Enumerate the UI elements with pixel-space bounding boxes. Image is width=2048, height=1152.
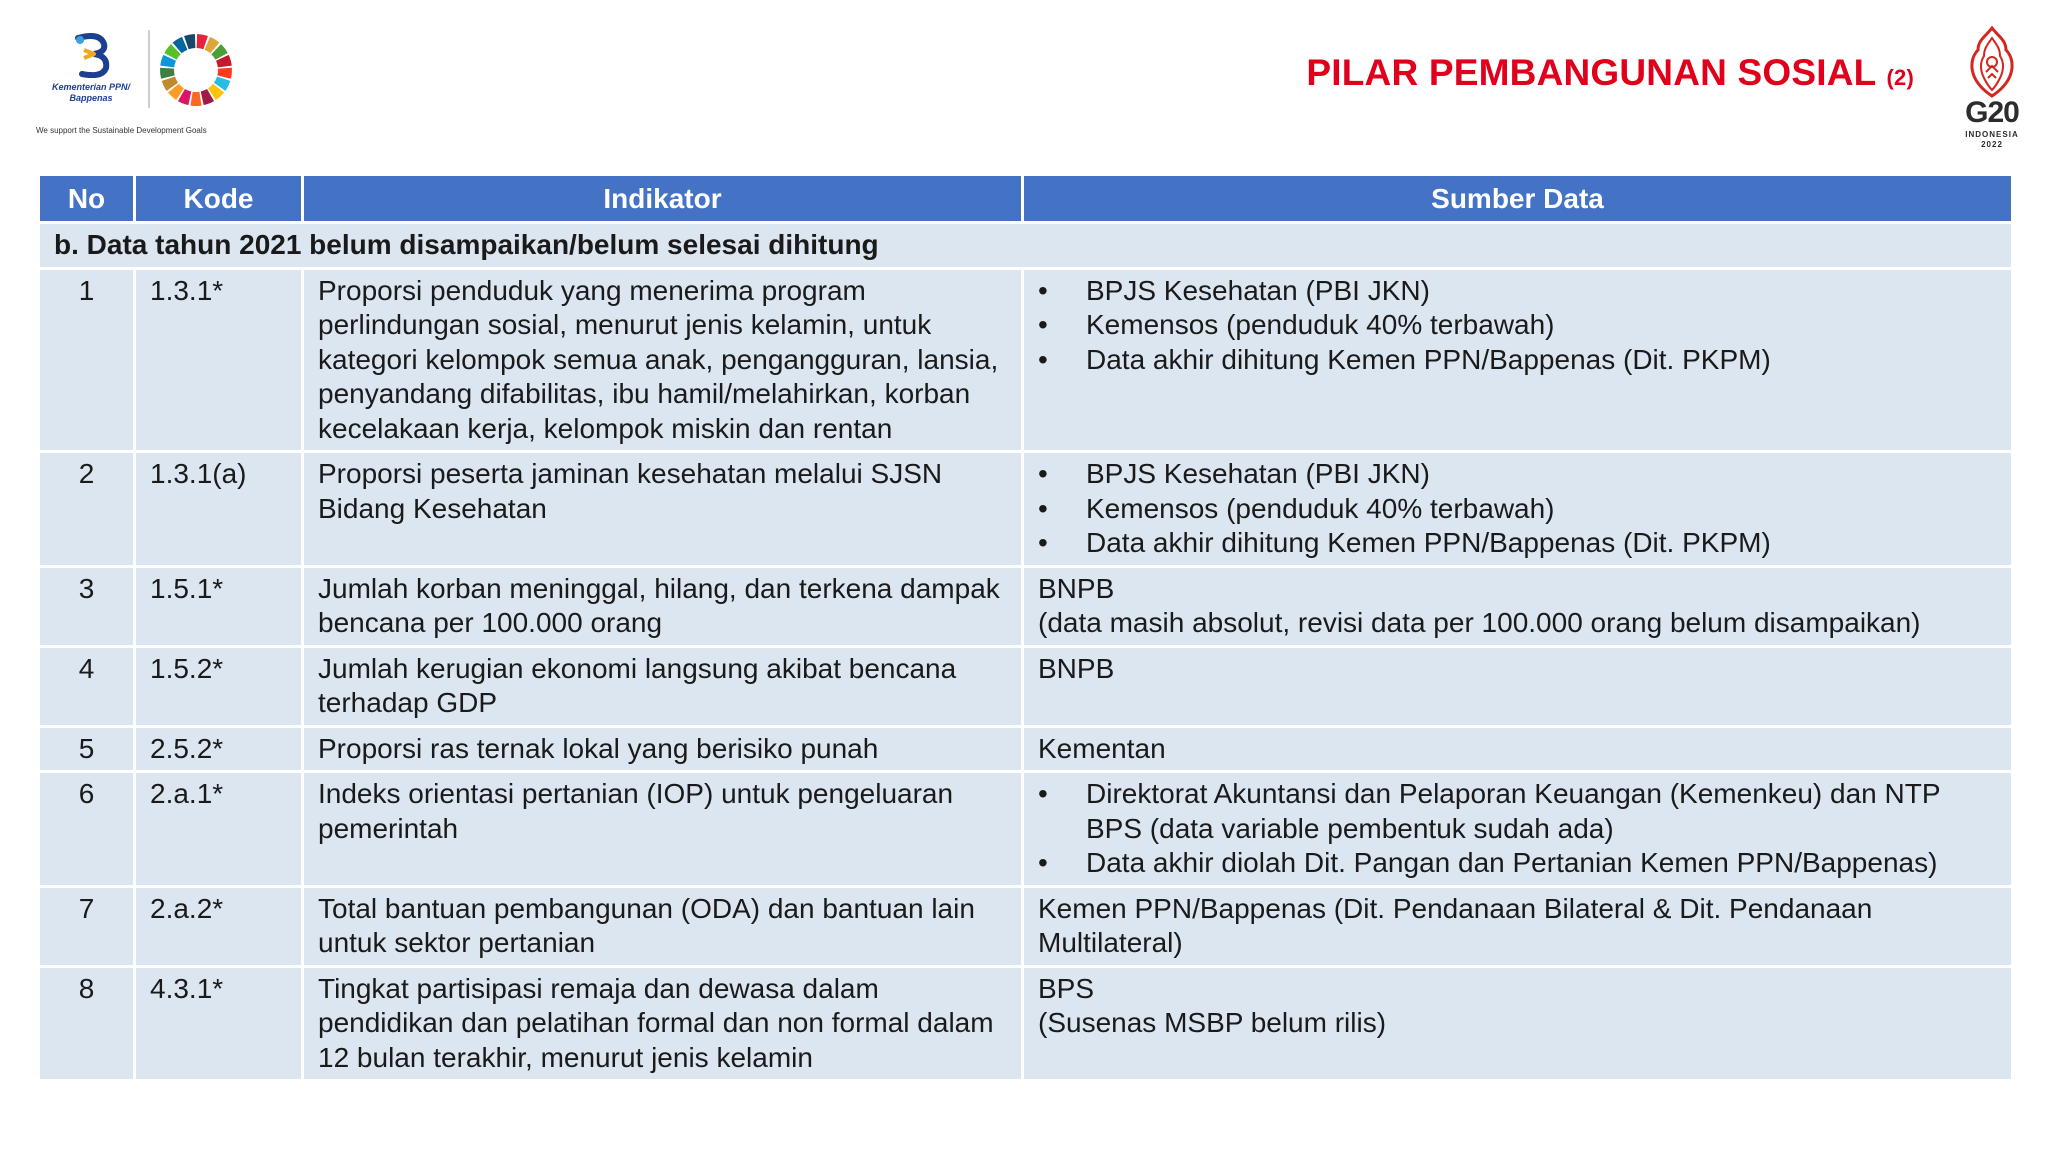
row-indikator: Proporsi ras ternak lokal yang berisiko punah xyxy=(303,726,1023,772)
row-no: 1 xyxy=(39,268,135,452)
sumber-data-line: (Susenas MSBP belum rilis) xyxy=(1038,1007,1387,1038)
table-header-row xyxy=(39,175,2013,223)
sdg-wheel-icon xyxy=(158,32,234,108)
column-header-sumber-data: Sumber Data xyxy=(1023,175,2013,223)
sdg-tagline: We support the Sustainable Development Goals xyxy=(36,126,207,135)
sdg-wheel-segment xyxy=(160,68,175,79)
sumber-data-item: • Kemensos (penduduk 40% terbawah) xyxy=(1038,308,1997,343)
row-indikator: Proporsi peserta jaminan kesehatan melalui SJSN Bidang Kesehatan xyxy=(303,452,1023,567)
logo-block xyxy=(36,30,246,140)
row-sumber-data xyxy=(1023,726,2013,772)
sumber-data-line: BNPB xyxy=(1038,652,1115,684)
sumber-data-item: • Data akhir dihitung Kemen PPN/Bappenas (Dit. PKPM) xyxy=(1038,526,1997,561)
row-kode: 4.3.1* xyxy=(135,966,303,1081)
row-kode: 1.5.1* xyxy=(135,566,303,646)
table-row xyxy=(39,268,2013,452)
row-kode: 1.5.2* xyxy=(135,646,303,726)
bappenas-logo xyxy=(36,30,146,110)
sumber-data-line: BPS xyxy=(1038,972,1095,1004)
row-sumber-data xyxy=(1023,886,2013,966)
table-row xyxy=(39,966,2013,1081)
row-indikator: Jumlah kerugian ekonomi langsung akibat bencana terhadap GDP xyxy=(303,646,1023,726)
row-kode: 2.a.2* xyxy=(135,886,303,966)
sumber-data-item: • Kemensos (penduduk 40% terbawah) xyxy=(1038,492,1997,527)
sumber-data-item: • Direktorat Akuntansi dan Pelaporan Keuangan (Kemenkeu) dan NTP BPS (data variable pembentuk sudah ada) xyxy=(1038,777,1997,846)
column-header-indikator: Indikator xyxy=(303,175,1023,223)
row-indikator: Proporsi penduduk yang menerima program perlindungan sosial, menurut jenis kelamin, untuk kategori kelompok semua anak, pengangguran, lansia, penyandang difabilitas, ibu hamil/melahirkan, korban kecelakaan kerja, kelompok miskin dan rentan xyxy=(303,268,1023,452)
sumber-data-list xyxy=(1038,777,1997,881)
table-row xyxy=(39,726,2013,772)
sumber-data-line: Kemen PPN/Bappenas (Dit. Pendanaan Bilateral & Dit. Pendanaan Multilateral) xyxy=(1038,892,1873,958)
row-sumber-data xyxy=(1023,566,2013,646)
section-heading: b. Data tahun 2021 belum disampaikan/belum selesai dihitung xyxy=(39,223,2013,269)
sdg-wheel-segment xyxy=(217,68,232,79)
row-sumber-data xyxy=(1023,772,2013,887)
table-row xyxy=(39,886,2013,966)
sumber-data-item: • Data akhir diolah Dit. Pangan dan Pertanian Kemen PPN/Bappenas) xyxy=(1038,846,1997,881)
g20-gunungan-icon xyxy=(1966,26,2018,98)
column-header-kode: Kode xyxy=(135,175,303,223)
table-row xyxy=(39,566,2013,646)
sumber-data-line: Kementan xyxy=(1038,732,1166,764)
table-row xyxy=(39,452,2013,567)
bappenas-name: Kementerian PPN/ Bappenas xyxy=(51,82,131,103)
bappenas-logo-icon xyxy=(70,32,116,78)
column-header-no: No xyxy=(39,175,135,223)
table-row xyxy=(39,646,2013,726)
page-title-suffix: (2) xyxy=(1886,65,1914,90)
table-row xyxy=(39,772,2013,887)
row-no: 3 xyxy=(39,566,135,646)
slide-header xyxy=(0,0,2048,160)
row-sumber-data xyxy=(1023,646,2013,726)
row-sumber-data xyxy=(1023,268,2013,452)
page-title-text: PILAR PEMBANGUNAN SOSIAL xyxy=(1306,52,1877,93)
section-row xyxy=(39,223,2013,269)
row-no: 6 xyxy=(39,772,135,887)
sumber-data-item: • BPJS Kesehatan (PBI JKN) xyxy=(1038,274,1997,309)
row-no: 4 xyxy=(39,646,135,726)
row-kode: 1.3.1(a) xyxy=(135,452,303,567)
row-sumber-data xyxy=(1023,452,2013,567)
row-no: 2 xyxy=(39,452,135,567)
sdg-wheel-segment xyxy=(190,92,201,106)
sumber-data-item: • BPJS Kesehatan (PBI JKN) xyxy=(1038,457,1997,492)
g20-year: 2022 xyxy=(1981,140,2003,149)
g20-country: INDONESIA xyxy=(1965,130,2019,139)
g20-text: G20 xyxy=(1965,96,2019,129)
row-no: 7 xyxy=(39,886,135,966)
sumber-data-line: BNPB xyxy=(1038,572,1115,604)
g20-logo xyxy=(1956,26,2028,150)
row-indikator: Jumlah korban meninggal, hilang, dan terkena dampak bencana per 100.000 orang xyxy=(303,566,1023,646)
row-kode: 2.5.2* xyxy=(135,726,303,772)
page-title xyxy=(1306,52,1914,94)
row-indikator: Indeks orientasi pertanian (IOP) untuk pengeluaran pemerintah xyxy=(303,772,1023,887)
row-no: 8 xyxy=(39,966,135,1081)
row-kode: 1.3.1* xyxy=(135,268,303,452)
row-kode: 2.a.1* xyxy=(135,772,303,887)
indicator-table xyxy=(37,173,2014,1082)
sumber-data-item: • Data akhir dihitung Kemen PPN/Bappenas (Dit. PKPM) xyxy=(1038,343,1997,378)
logo-divider xyxy=(148,30,150,108)
sumber-data-list xyxy=(1038,457,1997,561)
row-indikator: Tingkat partisipasi remaja dan dewasa dalam pendidikan dan pelatihan formal dan non formal dalam 12 bulan terakhir, menurut jenis kelamin xyxy=(303,966,1023,1081)
row-sumber-data xyxy=(1023,966,2013,1081)
row-indikator: Total bantuan pembangunan (ODA) dan bantuan lain untuk sektor pertanian xyxy=(303,886,1023,966)
row-no: 5 xyxy=(39,726,135,772)
sumber-data-line: (data masih absolut, revisi data per 100.000 orang belum disampaikan) xyxy=(1038,607,1921,638)
sumber-data-list xyxy=(1038,274,1997,378)
